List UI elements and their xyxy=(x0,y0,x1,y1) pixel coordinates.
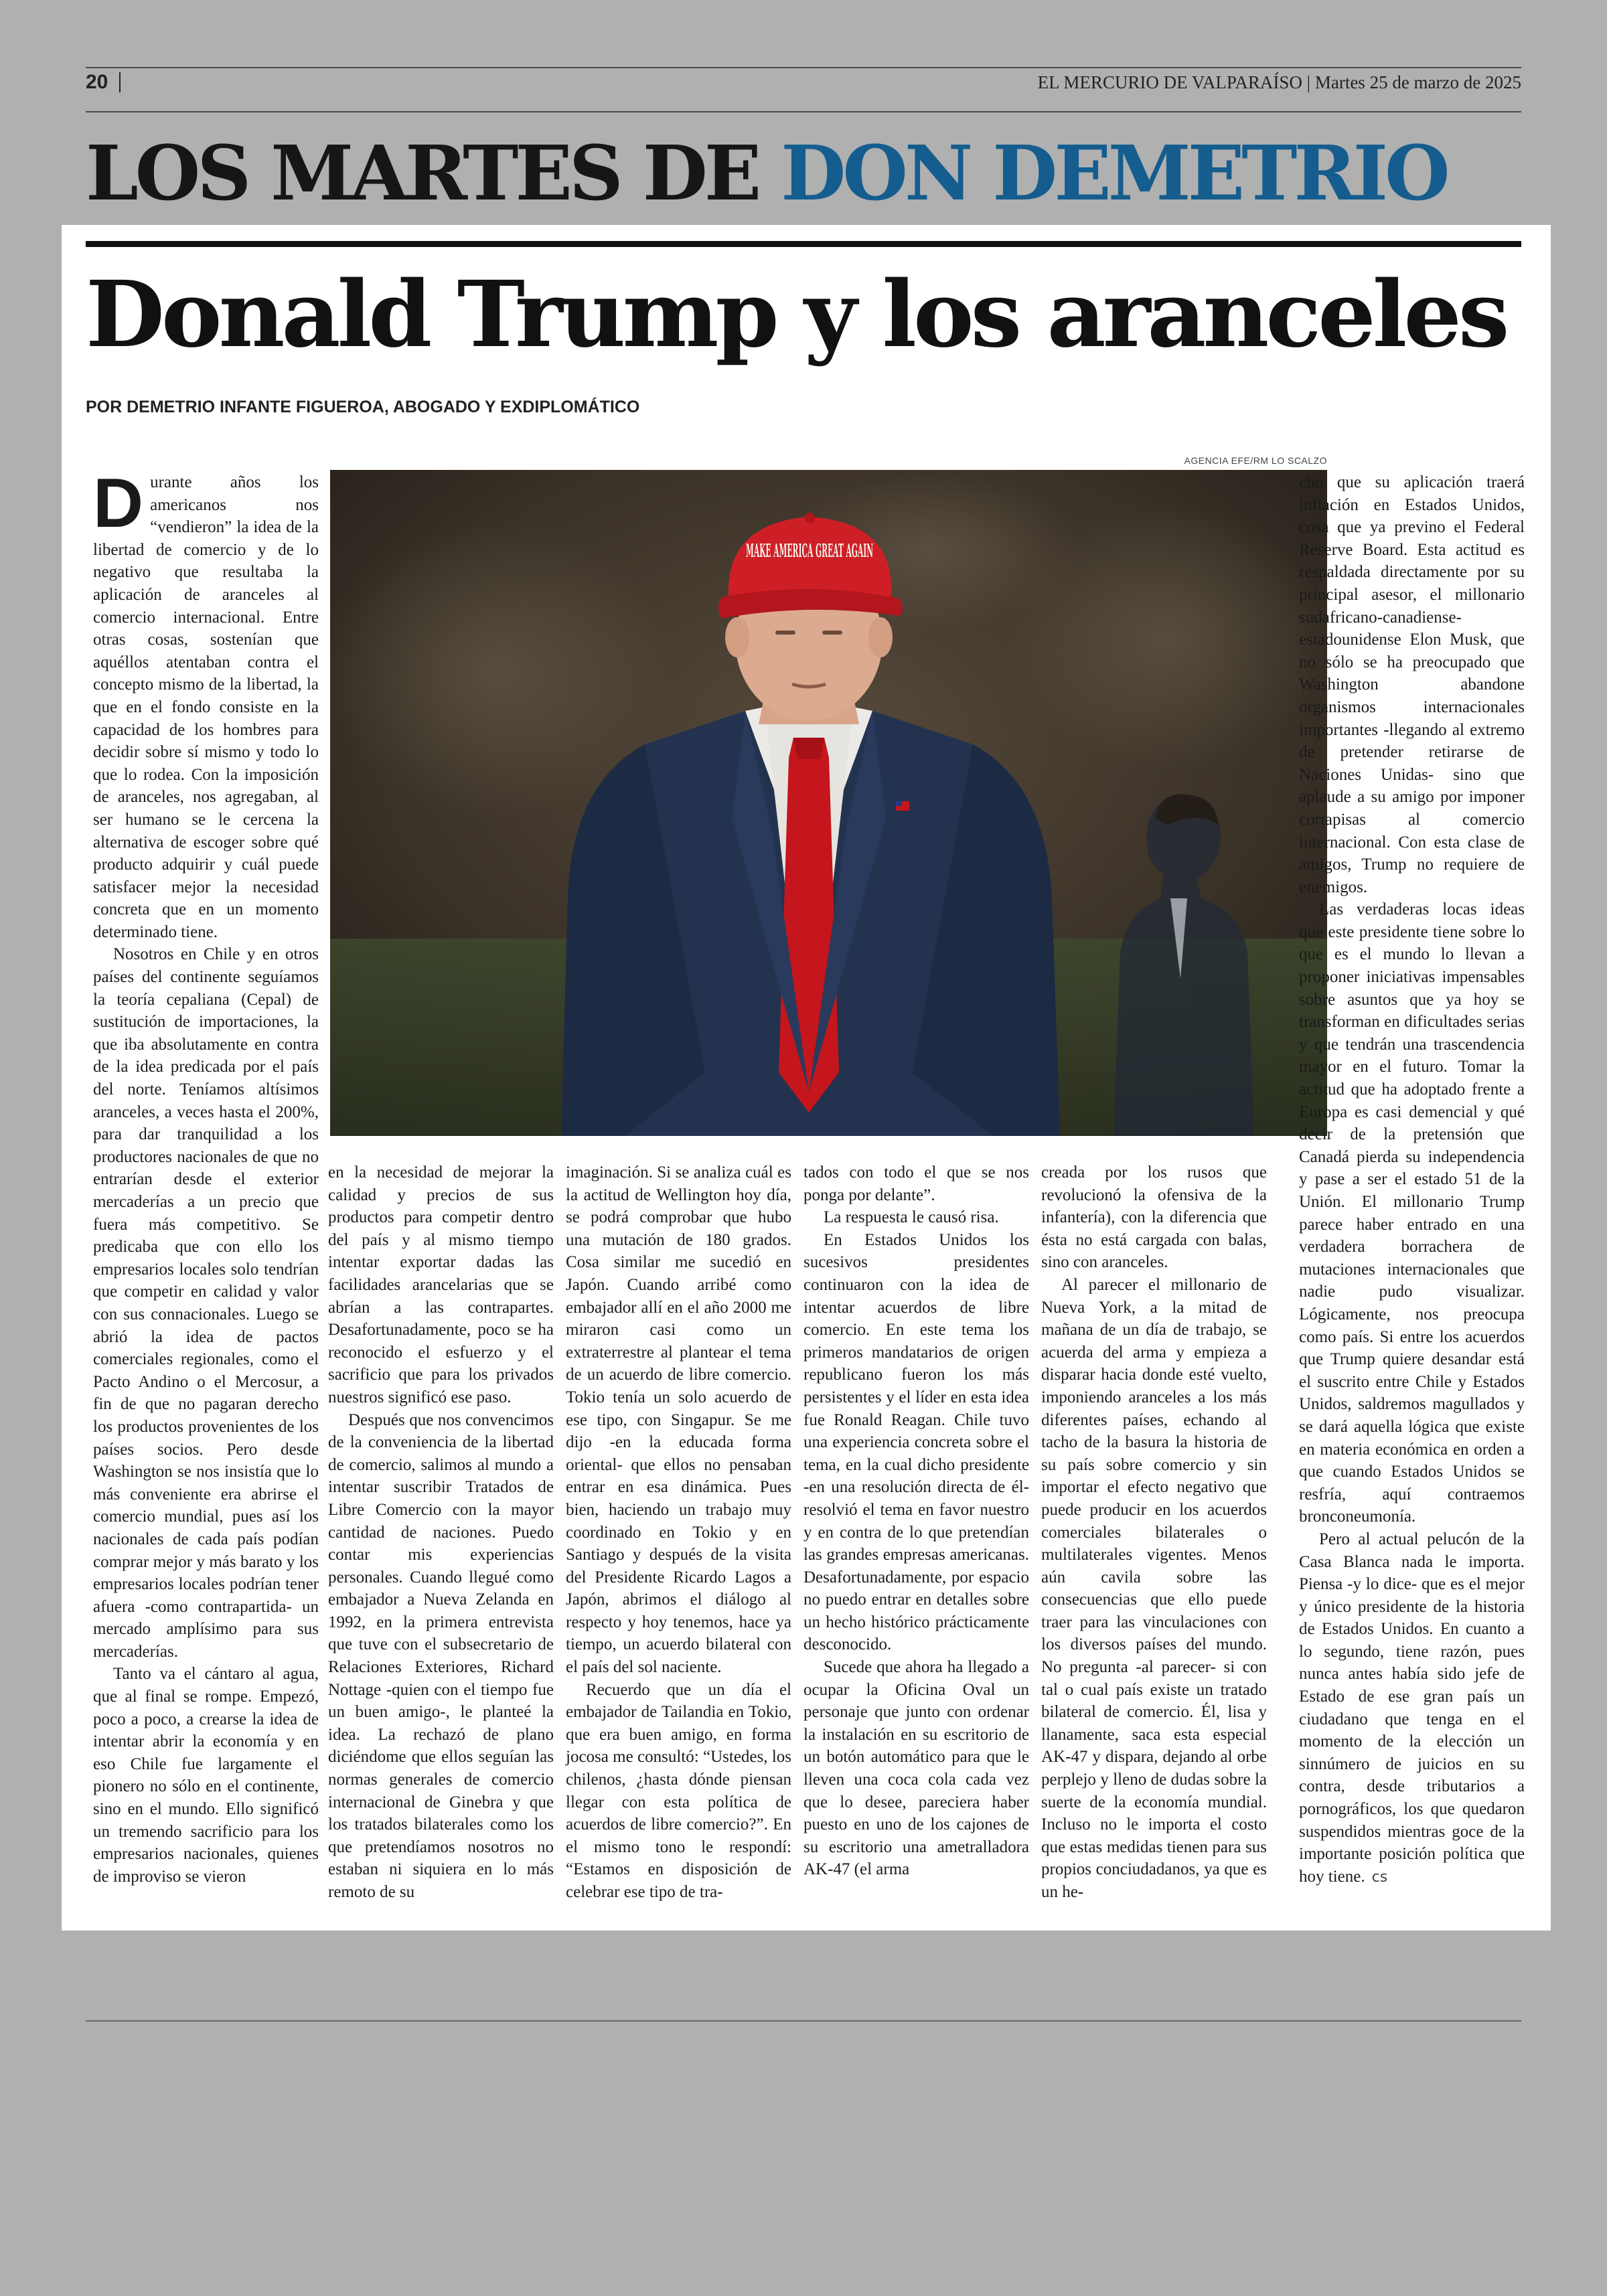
col6-para-1: cho que su aplicación traerá inflación en Estados Unidos, cosa que ya previno el Federal Reserve Board. Esta actitud es respaldada directamente por su principal asesor, el millonario sudafricano-canadiense-estadounidense Elon Musk, que no sólo se ha preocupado que Washington abandone organismos internacionales importantes -llegando al extremo de pretender retirarse de Naciones Unidas- sino que aplaude a su amigo por imponer cortapisas al comercio internacional. Con esta clase de amigos, Trump no requiere de enemigos. xyxy=(1299,473,1525,896)
page-number: 20 xyxy=(86,71,108,93)
col6-para-3-text: Pero al actual pelucón de la Casa Blanca nada le importa. Piensa -y lo dice- que es el mejor y único presidente de la historia de Estados Unidos. En cuanto a lo segundo, tiene razón, pues nunca antes había sido jefe de Estado de ese gran país un ciudadano que tenga en el momento de la elección un sinnúmero de juicios en su contra, desde tributarios a pornográficos, los que quedaron suspendidos mientras goce de la importante posición política que hoy tiene. xyxy=(1299,1530,1525,1886)
article-column-5 xyxy=(1041,1161,1267,1904)
col6-para-2: Las verdaderas locas ideas que este presidente tiene sobre lo que es el mundo lo llevan a proponer iniciativas impensables sobre asuntos que ya hoy se transforman en dificultades serias y que tendrán una trascendencia mayor en el futuro. Tomar la actitud que ha adoptado frente a Europa es casi demencial y qué decir de la pretensión que Canadá pierda su independencia y pase a ser el estado 51 de la Unión. El millonario Trump parece haber entrado en una verdadera borrachera de mutaciones internacionales que nadie pudo visualizar. Lógicamente, nos preocupa como país. Si entre los acuerdos que Trump quiere desandar está el suscrito entre Chile y Estados Unidos, saldremos magullados y se dará aquella lógica que existe en materia económica en orden a que cuando Estados Unidos se resfría, aquí contraemos bronconeumonía. xyxy=(1299,900,1525,1526)
article-panel xyxy=(62,225,1551,1931)
article-column-6 xyxy=(1299,471,1525,1888)
section-title-part1: LOS MARTES DE xyxy=(86,130,759,218)
col5-para-1: creada por los rusos que revolucionó la ofensiva de la infantería), con la diferencia que ésta no está cargada con balas, sino con aranceles. xyxy=(1041,1163,1267,1272)
headline-rule xyxy=(86,241,1521,247)
trump-photo-illustration xyxy=(330,470,1327,1136)
col2-para-1: en la necesidad de mejorar la calidad y precios de sus productos para competir dentro del país y al mismo tiempo intentar exportar dadas las facilidades arancelarias que se abrían a las contrapartes. Desafortunadamente, poco se ha reconocido el esfuerzo y el sacrificio que para los privados nuestros significó ese paso. xyxy=(328,1163,554,1406)
header-bottom-rule xyxy=(86,111,1521,112)
col1-para-3: Tanto va el cántaro al agua, que al final se rompe. Empezó, poco a poco, a crearse la idea de intentar abrir la economía y en eso Chile fue largamente el pionero no sólo en el continente, sino en el mundo. Ello significó un tremendo sacrificio para los empresarios nacionales, quienes de improviso se vieron xyxy=(93,1665,319,1886)
article-column-4 xyxy=(804,1161,1029,1881)
col1-para-1-text: urante años los americanos nos “vendieron” la idea de la libertad de comercio y de lo negativo que resultaba la aplicación de aranceles al comercio internacional. Entre otras cosas, sostenían que aquéllos atentaban contra el concepto mismo de la libertad, la que en el fondo consiste en la capacidad de los hombres para decidir sobre sí mismo y todo lo que lo rodea. Con la imposición de aranceles, nos agregaban, al ser humano se le cercena la alternativa de escoger sobre qué producto adquirir y cuál puede satisfacer mejor la necesidad concreta que en un momento determinado tiene. xyxy=(93,473,319,941)
col1-para-2: Nosotros en Chile y en otros países del continente seguíamos la teoría cepaliana (Cepal) de sustitución de importaciones, la que iba absolutamente en contra de la idea predicada por el país del norte. Teníamos altísimos aranceles, a veces hasta el 200%, para dar tranquilidad a los productores nacionales de que no entrarían desde el exterior mercaderías a un precio que fuera más competitivo. Se predicaba que con ello los empresarios locales solo tendrían que competir en calidad y valor con sus connacionales. Luego se abrió la idea de pactos comerciales regionales, como el Pacto Andino o el Mercosur, a fin de que no pagaran derecho los productos provenientes de los países socios. Pero desde Washington se nos insistía que lo más conveniente era abrirse el comercio mundial, pues así los nacionales de cada país podían comprar mejor y más barato y los empresarios locales podrían tener afuera -como contrapartida- un mercado amplísimo para sus mercaderías. xyxy=(93,945,319,1661)
article-headline: Donald Trump y los aranceles xyxy=(86,261,1507,368)
header-top-rule xyxy=(86,67,1521,68)
cap-text: MAKE AMERICA GREAT AGAIN xyxy=(746,541,873,562)
article-photo xyxy=(330,470,1327,1136)
col2-para-2: Después que nos convencimos de la conveniencia de la libertad de comercio, salimos al mundo a intentar suscribir Tratados de Libre Comercio con la mayor cantidad de naciones. Puedo contar mis experiencias personales. Cuando llegué como embajador a Nueva Zelanda en 1992, en la primera entrevista que tuve con el subsecretario de Relaciones Exteriores, Richard Nottage -quien con el tiempo fue un buen amigo-, le planteé la idea. La rechazó de plano diciéndome que ellos seguían las normas generales de comercio internacional de Ginebra y que los tratados bilaterales como los que pretendíamos nosotros no estaban ni siquiera en lo más remoto de su xyxy=(328,1410,554,1901)
col3-para-2: Recuerdo que un día el embajador de Tailandia en Tokio, que era buen amigo, en forma jocosa me consultó: “Ustedes, los chilenos, ¿hasta dónde piensan llegar con esta política de acuerdos de libre comercio?”. En el mismo tono le respondí: “Estamos en disposición de celebrar ese tipo de tra- xyxy=(566,1680,791,1901)
col4-para-3: En Estados Unidos los sucesivos presidentes continuaron con la idea de intentar acuerdos de libre comercio. En este tema los primeros mandatarios de origen republicano fueron los más persistentes y el líder en esta idea fue Ronald Reagan. Chile tuvo una experiencia concreta sobre el tema, en la cual dicho presidente -en una resolución directa de él- resolvió el tema en favor nuestro y en contra de lo que pretendían las grandes empresas americanas. Desafortunadamente, por espacio no puedo entrar en detalles sobre un hecho histórico prácticamente desconocido. xyxy=(804,1230,1029,1654)
col4-para-1: tados con todo el que se nos ponga por delante”. xyxy=(804,1163,1029,1204)
masthead: EL MERCURIO DE VALPARAÍSO | Martes 25 de marzo de 2025 xyxy=(1037,72,1521,92)
article-column-3 xyxy=(566,1161,791,1904)
footer-rule xyxy=(86,2020,1521,2022)
section-title-part2: DON DEMETRIO xyxy=(781,130,1447,218)
section-title xyxy=(86,120,1447,228)
col6-para-3 xyxy=(1299,1528,1525,1889)
col1-para-1 xyxy=(93,465,319,943)
col5-para-2: Al parecer el millonario de Nueva York, a la mitad de mañana de un día de trabajo, se acuerda del arma y empieza a disparar hacia donde esté vuelto, imponiendo aranceles a los más diferentes países, echando al tacho de la basura la historia de su país sobre comercio y sin importar el efecto negativo que puede producir en los acuerdos comerciales bilaterales o multilaterales vigentes. Menos aún cavila sobre las consecuencias que ello puede traer para las vinculaciones con los diversos países del mundo. No pregunta -al parecer- si con tal o cual país existe un tratado bilateral de comercio. Él, lisa y llanamente, saca esta especial AK-47 y dispara, dejando al orbe perplejo y lleno de dudas sobre la suerte de la economía mundial. Incluso no le importa el costo que estas medidas tienen para sus propios conciudadanos, ya que es un he- xyxy=(1041,1275,1267,1901)
end-mark-icon: cs xyxy=(1371,1868,1388,1886)
photo-credit: AGENCIA EFE/RM LO SCALZO xyxy=(1184,455,1327,466)
article-column-1 xyxy=(93,465,319,1888)
article-byline: POR DEMETRIO INFANTE FIGUEROA, ABOGADO Y EXDIPLOMÁTICO xyxy=(86,398,640,416)
col4-para-4: Sucede que ahora ha llegado a ocupar la Oficina Oval un personaje que junto con ordenar la instalación en su escritorio de un botón automático para que le lleven una coca cola cada vez que lo desee, pareciera haber puesto en uno de los cajones de su escritorio una ametralladora AK-47 (el arma xyxy=(804,1658,1029,1879)
drop-cap: D xyxy=(93,465,144,542)
article-column-2 xyxy=(328,1161,554,1904)
col3-para-1: imaginación. Si se analiza cuál es la actitud de Wellington hoy día, se podrá comprobar que hubo una mutación de 180 grados. Cosa similar me sucedió en Japón. Cuando arribé como embajador allí en el año 2000 me miraron casi como un extraterrestre al plantear el tema de un acuerdo de libre comercio. Tokio tenía un solo acuerdo de ese tipo, con Singapur. Se me dijo -en la educada forma oriental- que ellos no pensaban entrar en esa dinámica. Pues bien, haciendo un trabajo muy coordinado en Tokio y en Santiago y después de la visita del Presidente Ricardo Lagos a Japón, abrimos el diálogo al respecto y hoy tenemos, hace ya tiempo, un acuerdo bilateral con el país del sol naciente. xyxy=(566,1163,791,1677)
col4-para-2: La respuesta le causó risa. xyxy=(824,1208,999,1227)
page-number-divider xyxy=(119,72,121,92)
